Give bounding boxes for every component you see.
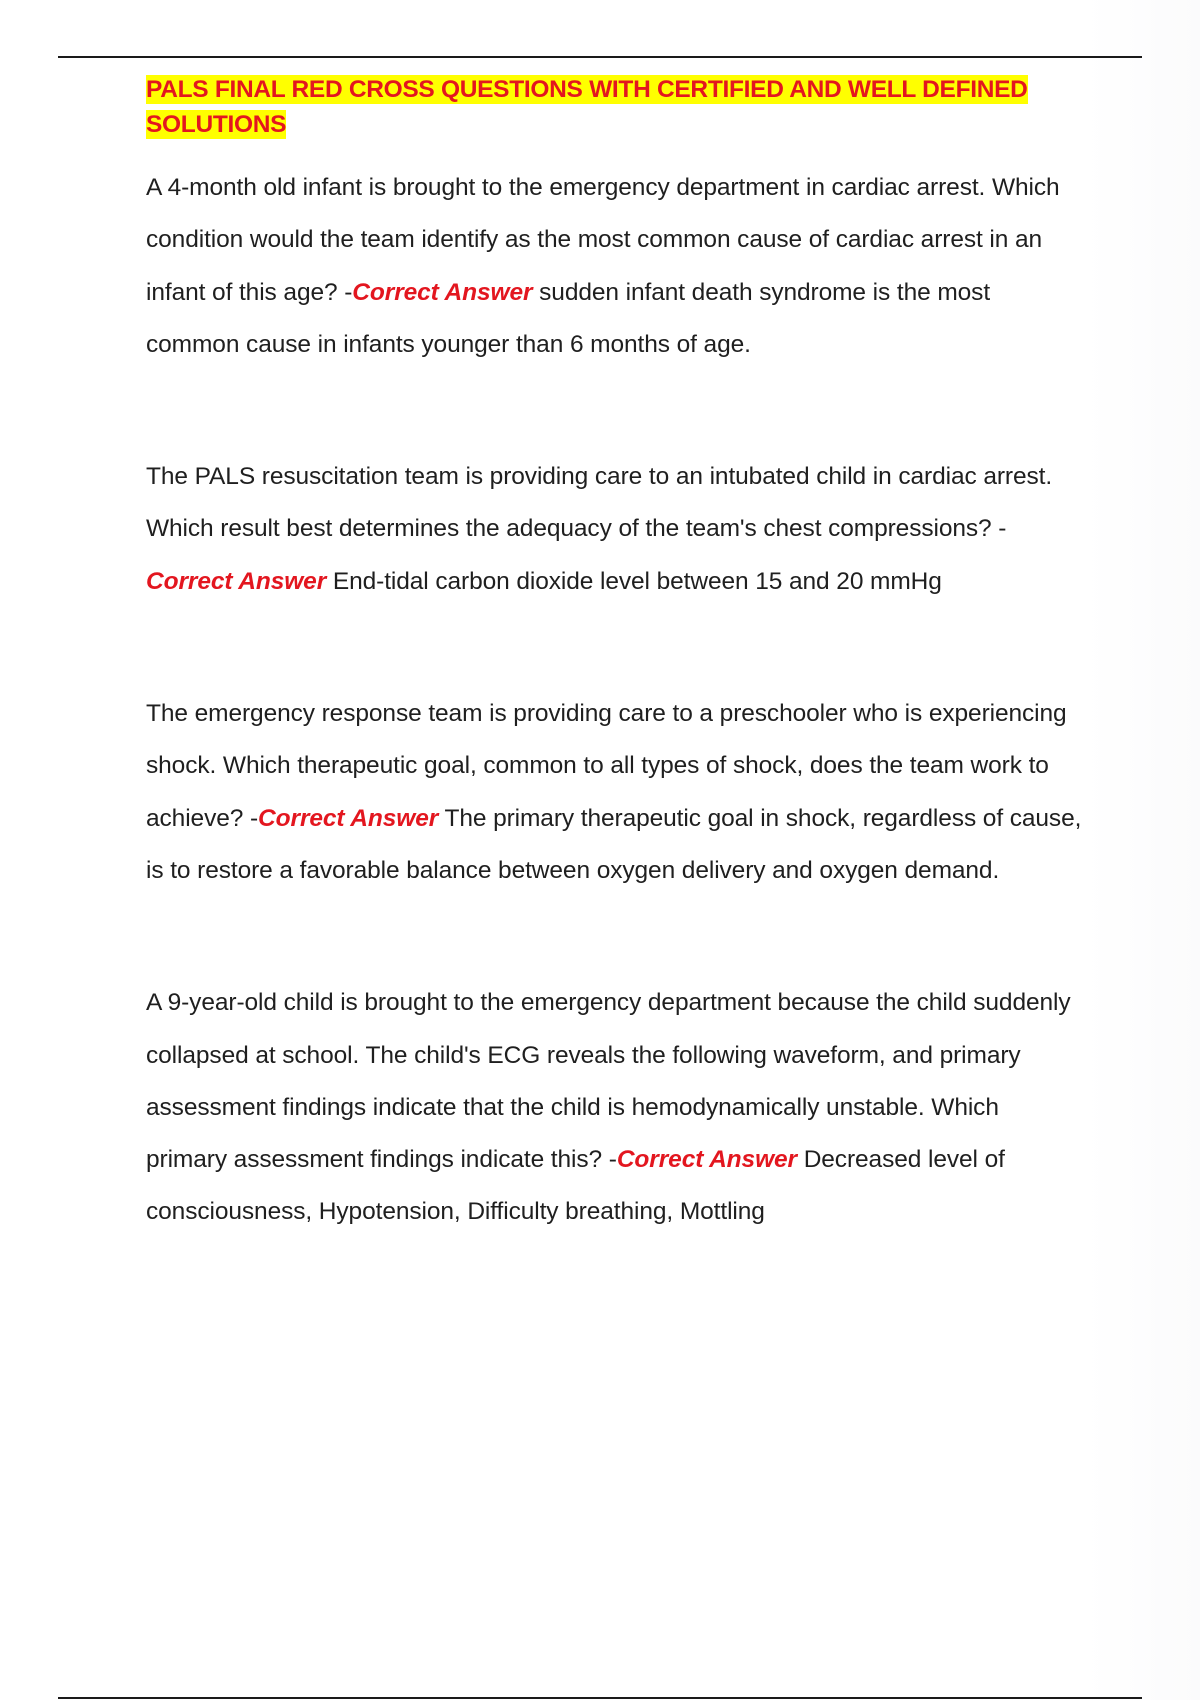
question-text: A 9-year-old child is brought to the emergency department because the child suddenly collapsed at school. The child's ECG reveals the following waveform, and primary assessment findings indicate that the child is hemodynamically unstable. Which primary assessment findings indicate this? [146, 989, 1071, 1174]
question-text: The emergency response team is providing care to a preschooler who is experiencing shock. Which therapeutic goal, common to all types of shock, does the team work to achieve? [146, 700, 1067, 832]
question-text: A 4-month old infant is brought to the emergency department in cardiac arrest. Which condition would the team identify as the most common cause of cardiac arrest in an infant of this age? [146, 174, 1060, 306]
bottom-rule [58, 1697, 1142, 1699]
page-edge-shade [1085, 0, 1200, 1700]
top-rule [58, 56, 1142, 58]
answer-text: sudden infant death syndrome is the most common cause in infants younger than 6 months of age. [146, 278, 991, 358]
qa-item-3 [146, 688, 1086, 897]
document-title [146, 72, 1086, 142]
answer-dash: - [344, 278, 353, 306]
document-body [146, 72, 1086, 1239]
answer-dash: - [608, 1146, 617, 1174]
correct-answer-label: Correct Answer [616, 1146, 797, 1174]
qa-item-4 [146, 977, 1086, 1238]
qa-item-2 [146, 451, 1086, 608]
answer-dash: - [249, 804, 259, 832]
answer-text: End-tidal carbon dioxide level between 15 and 20 mmHg [326, 567, 942, 595]
answer-dash: - [998, 515, 1007, 543]
correct-answer-label: Correct Answer [258, 804, 439, 832]
answer-text: The primary therapeutic goal in shock, regardless of cause, is to restore a favorable balance between oxygen delivery and oxygen demand. [146, 804, 1082, 884]
correct-answer-label: Correct Answer [352, 278, 533, 306]
document-title-text: PALS FINAL RED CROSS QUESTIONS WITH CERTIFIED AND WELL DEFINED SOLUTIONS [146, 76, 1028, 138]
answer-text: Decreased level of consciousness, Hypotension, Difficulty breathing, Mottling [146, 1146, 1005, 1226]
question-text: The PALS resuscitation team is providing care to an intubated child in cardiac arrest. Which result best determines the adequacy of the team's chest compressions? [146, 463, 1053, 543]
correct-answer-label: Correct Answer [146, 567, 327, 595]
qa-item-1 [146, 162, 1086, 371]
